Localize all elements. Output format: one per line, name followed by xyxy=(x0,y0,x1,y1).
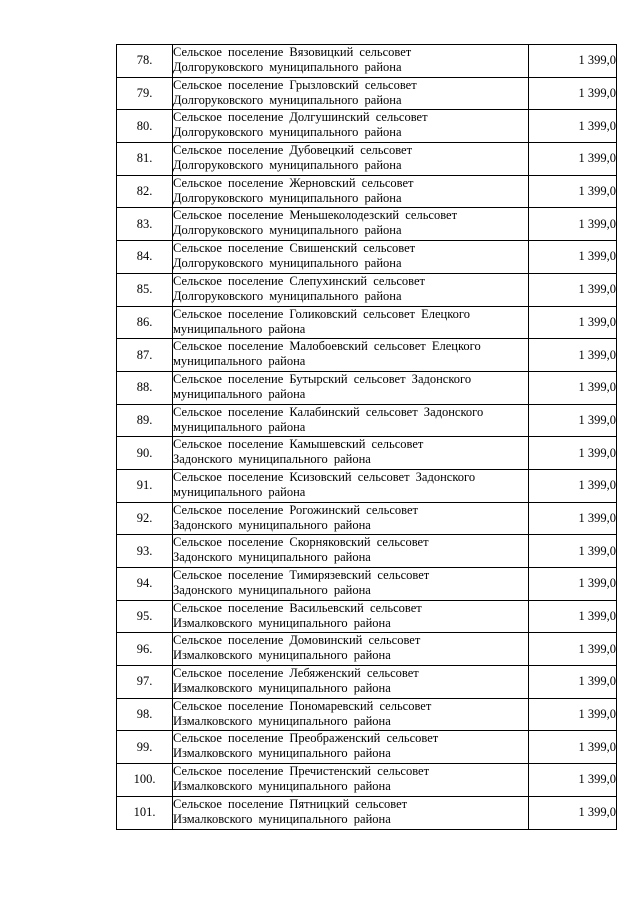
row-number: 82. xyxy=(117,175,173,208)
settlement-name-line-1: Сельское поселение Камышевский сельсовет xyxy=(173,437,424,452)
table-row xyxy=(117,535,617,568)
row-number: 90. xyxy=(117,437,173,470)
amount-value: 1 399,0 xyxy=(529,502,617,535)
settlement-name xyxy=(173,600,529,633)
amount-value: 1 399,0 xyxy=(529,535,617,568)
amount-value: 1 399,0 xyxy=(529,208,617,241)
row-number: 81. xyxy=(117,143,173,176)
row-number: 92. xyxy=(117,502,173,535)
settlement-name-line-1: Сельское поселение Пятницкий сельсовет xyxy=(173,796,408,811)
table-row xyxy=(117,45,617,78)
settlement-name-line-2: муниципального района xyxy=(173,419,306,434)
amount-value: 1 399,0 xyxy=(529,77,617,110)
amount-value: 1 399,0 xyxy=(529,469,617,502)
settlement-name xyxy=(173,568,529,601)
amount-value: 1 399,0 xyxy=(529,110,617,143)
table-row xyxy=(117,731,617,764)
table-body xyxy=(117,45,617,830)
settlement-name-line-2: Долгоруковского муниципального района xyxy=(173,158,402,173)
row-number: 86. xyxy=(117,306,173,339)
settlement-name-line-2: Задонского муниципального района xyxy=(173,517,371,532)
settlement-name-line-2: Измалковского муниципального района xyxy=(173,746,391,761)
table-row xyxy=(117,666,617,699)
amount-value: 1 399,0 xyxy=(529,273,617,306)
table-row xyxy=(117,371,617,404)
settlement-name xyxy=(173,666,529,699)
row-number: 100. xyxy=(117,764,173,797)
row-number: 84. xyxy=(117,241,173,274)
row-number: 79. xyxy=(117,77,173,110)
row-number: 80. xyxy=(117,110,173,143)
amount-value: 1 399,0 xyxy=(529,339,617,372)
amount-value: 1 399,0 xyxy=(529,666,617,699)
settlement-name xyxy=(173,175,529,208)
settlement-name-line-1: Сельское поселение Слепухинский сельсовет xyxy=(173,273,426,288)
allocation-table xyxy=(116,44,617,830)
row-number: 97. xyxy=(117,666,173,699)
settlement-name-line-1: Сельское поселение Лебяженский сельсовет xyxy=(173,666,419,681)
settlement-name xyxy=(173,764,529,797)
row-number: 101. xyxy=(117,796,173,829)
settlement-name-line-1: Сельское поселение Жерновский сельсовет xyxy=(173,175,414,190)
settlement-name xyxy=(173,731,529,764)
table-row xyxy=(117,241,617,274)
settlement-name xyxy=(173,502,529,535)
table-row xyxy=(117,143,617,176)
table-row xyxy=(117,437,617,470)
settlement-name xyxy=(173,469,529,502)
amount-value: 1 399,0 xyxy=(529,45,617,78)
row-number: 87. xyxy=(117,339,173,372)
settlement-name-line-1: Сельское поселение Васильевский сельсовет xyxy=(173,600,422,615)
amount-value: 1 399,0 xyxy=(529,437,617,470)
settlement-name-line-2: Долгоруковского муниципального района xyxy=(173,92,402,107)
settlement-name xyxy=(173,796,529,829)
table-row xyxy=(117,568,617,601)
table-row xyxy=(117,175,617,208)
settlement-name-line-2: Долгоруковского муниципального района xyxy=(173,223,402,238)
table-row xyxy=(117,698,617,731)
settlement-name-line-2: муниципального района xyxy=(173,386,306,401)
settlement-name xyxy=(173,77,529,110)
settlement-name-line-1: Сельское поселение Преображенский сельсовет xyxy=(173,731,439,746)
table-row xyxy=(117,208,617,241)
settlement-name-line-1: Сельское поселение Домовинский сельсовет xyxy=(173,633,421,648)
amount-value: 1 399,0 xyxy=(529,698,617,731)
settlement-name-line-2: Измалковского муниципального района xyxy=(173,615,391,630)
settlement-name-line-2: Долгоруковского муниципального района xyxy=(173,190,402,205)
settlement-name-line-1: Сельское поселение Рогожинский сельсовет xyxy=(173,502,418,517)
settlement-name-line-1: Сельское поселение Вязовицкий сельсовет xyxy=(173,45,412,59)
amount-value: 1 399,0 xyxy=(529,568,617,601)
row-number: 85. xyxy=(117,273,173,306)
amount-value: 1 399,0 xyxy=(529,371,617,404)
table-row xyxy=(117,110,617,143)
row-number: 78. xyxy=(117,45,173,78)
settlement-name-line-2: Долгоруковского муниципального района xyxy=(173,256,402,271)
row-number: 96. xyxy=(117,633,173,666)
table-row xyxy=(117,469,617,502)
amount-value: 1 399,0 xyxy=(529,306,617,339)
settlement-name-line-2: Измалковского муниципального района xyxy=(173,779,391,794)
settlement-name-line-2: Задонского муниципального района xyxy=(173,452,371,467)
settlement-name xyxy=(173,633,529,666)
settlement-name xyxy=(173,208,529,241)
settlement-name-line-2: муниципального района xyxy=(173,321,306,336)
settlement-name-line-1: Сельское поселение Малобоевский сельсовет Елецкого xyxy=(173,339,481,354)
settlement-name-line-1: Сельское поселение Калабинский сельсовет Задонского xyxy=(173,404,484,419)
table-row xyxy=(117,404,617,437)
settlement-name xyxy=(173,371,529,404)
settlement-name-line-2: Задонского муниципального района xyxy=(173,583,371,597)
settlement-name xyxy=(173,698,529,731)
settlement-name-line-1: Сельское поселение Бутырский сельсовет Задонского xyxy=(173,371,472,386)
amount-value: 1 399,0 xyxy=(529,241,617,274)
table-row xyxy=(117,633,617,666)
settlement-name-line-2: Измалковского муниципального района xyxy=(173,713,391,728)
amount-value: 1 399,0 xyxy=(529,404,617,437)
row-number: 83. xyxy=(117,208,173,241)
settlement-name-line-2: Измалковского муниципального района xyxy=(173,681,391,696)
table-row xyxy=(117,796,617,829)
table-row xyxy=(117,502,617,535)
settlement-name-line-2: муниципального района xyxy=(173,484,306,499)
amount-value: 1 399,0 xyxy=(529,764,617,797)
settlement-name-line-1: Сельское поселение Дубовецкий сельсовет xyxy=(173,143,413,158)
row-number: 99. xyxy=(117,731,173,764)
table-row xyxy=(117,764,617,797)
settlement-name xyxy=(173,273,529,306)
row-number: 93. xyxy=(117,535,173,568)
table-row xyxy=(117,600,617,633)
settlement-name-line-1: Сельское поселение Скорняковский сельсовет xyxy=(173,535,429,550)
row-number: 89. xyxy=(117,404,173,437)
settlement-name-line-1: Сельское поселение Пономаревский сельсовет xyxy=(173,698,432,713)
settlement-name xyxy=(173,437,529,470)
settlement-name-line-1: Сельское поселение Тимирязевский сельсовет xyxy=(173,568,430,582)
settlement-name-line-2: Измалковского муниципального района xyxy=(173,811,391,826)
amount-value: 1 399,0 xyxy=(529,731,617,764)
row-number: 91. xyxy=(117,469,173,502)
settlement-name-line-1: Сельское поселение Меньшеколодезский сельсовет xyxy=(173,208,458,223)
settlement-name-line-1: Сельское поселение Грызловский сельсовет xyxy=(173,77,417,92)
amount-value: 1 399,0 xyxy=(529,600,617,633)
settlement-name-line-1: Сельское поселение Ксизовский сельсовет Задонского xyxy=(173,469,476,484)
settlement-name xyxy=(173,339,529,372)
amount-value: 1 399,0 xyxy=(529,175,617,208)
table-row xyxy=(117,339,617,372)
settlement-name xyxy=(173,45,529,78)
settlement-name-line-1: Сельское поселение Долгушинский сельсовет xyxy=(173,110,428,125)
settlement-name-line-2: Долгоруковского муниципального района xyxy=(173,60,402,74)
settlement-name xyxy=(173,404,529,437)
settlement-name-line-1: Сельское поселение Свишенский сельсовет xyxy=(173,241,416,256)
amount-value: 1 399,0 xyxy=(529,143,617,176)
settlement-name-line-2: Долгоруковского муниципального района xyxy=(173,125,402,140)
settlement-name xyxy=(173,535,529,568)
settlement-name-line-2: муниципального района xyxy=(173,354,306,369)
settlement-name-line-2: Долгоруковского муниципального района xyxy=(173,288,402,303)
settlement-name xyxy=(173,241,529,274)
settlement-name xyxy=(173,110,529,143)
settlement-name-line-2: Измалковского муниципального района xyxy=(173,648,391,663)
settlement-name-line-1: Сельское поселение Голиковский сельсовет Елецкого xyxy=(173,306,470,321)
row-number: 98. xyxy=(117,698,173,731)
settlement-name-line-2: Задонского муниципального района xyxy=(173,550,371,565)
table-row xyxy=(117,273,617,306)
settlement-name xyxy=(173,143,529,176)
amount-value: 1 399,0 xyxy=(529,796,617,829)
row-number: 95. xyxy=(117,600,173,633)
row-number: 88. xyxy=(117,371,173,404)
amount-value: 1 399,0 xyxy=(529,633,617,666)
table-row xyxy=(117,77,617,110)
settlement-name xyxy=(173,306,529,339)
table-row xyxy=(117,306,617,339)
settlement-name-line-1: Сельское поселение Пречистенский сельсовет xyxy=(173,764,430,779)
row-number: 94. xyxy=(117,568,173,601)
